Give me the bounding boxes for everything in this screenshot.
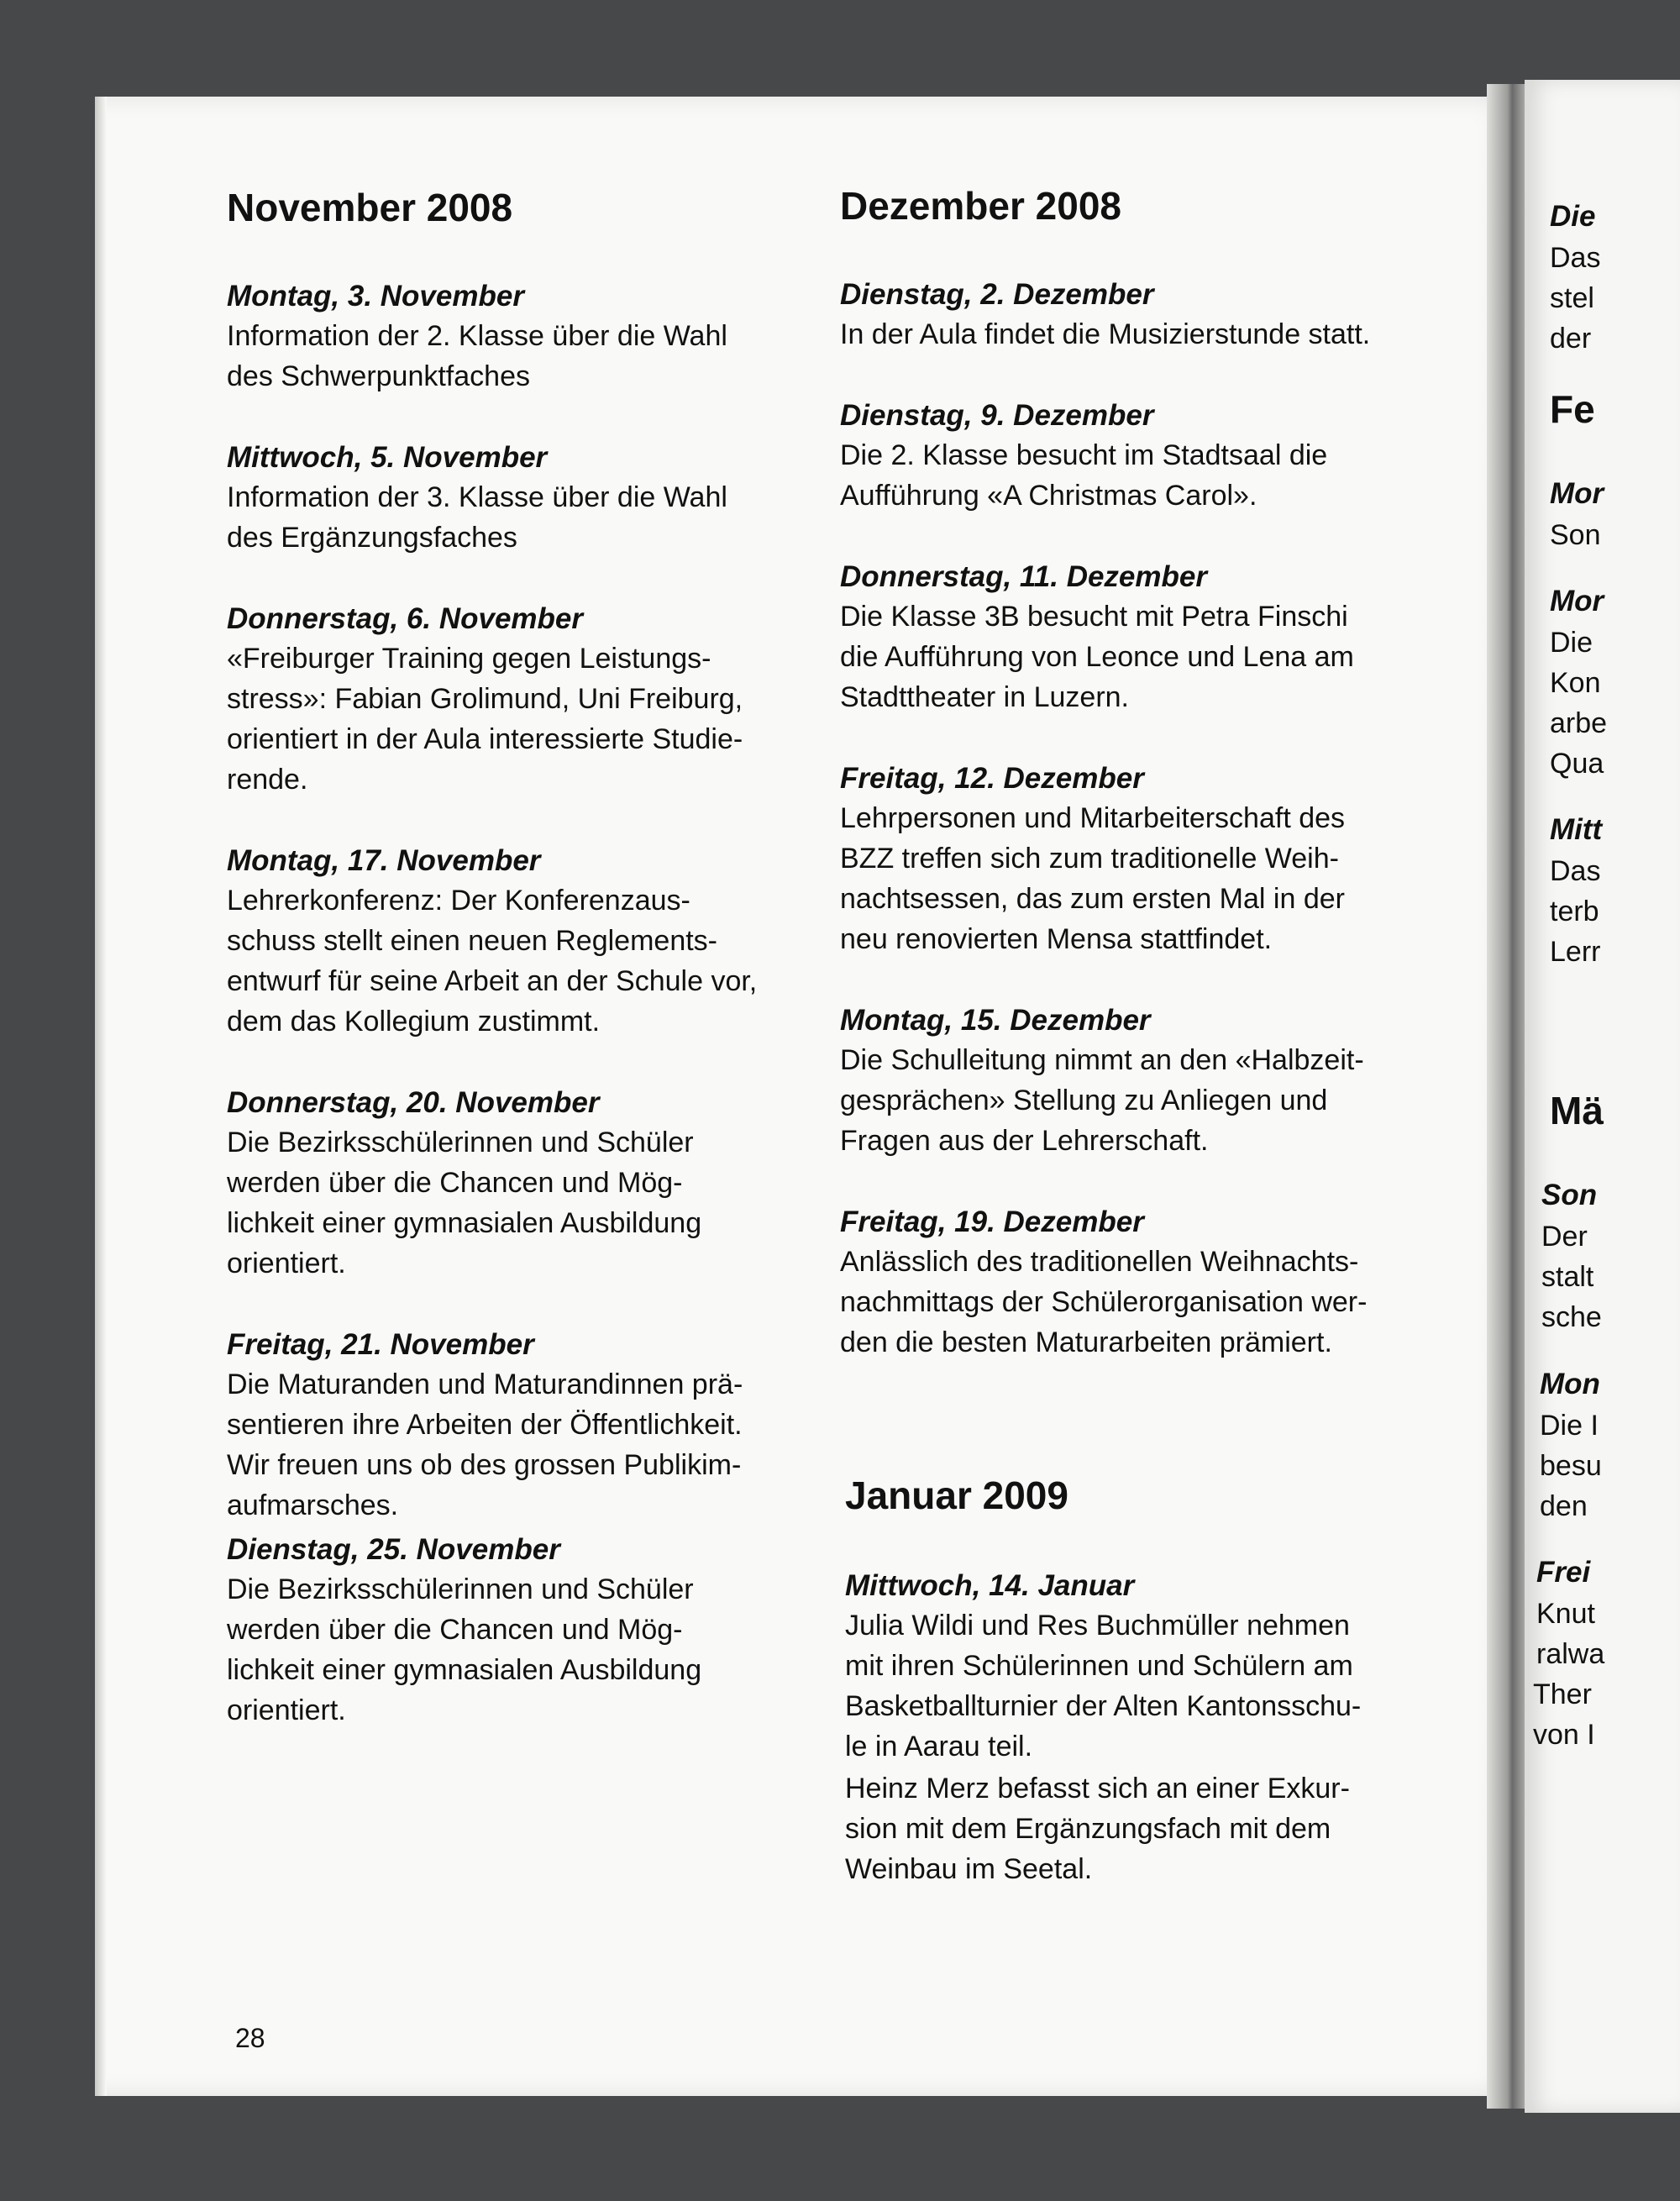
calendar-entry	[227, 600, 781, 800]
calendar-entry	[840, 1203, 1420, 1363]
right-page-fragment: Mä	[1550, 1089, 1604, 1132]
column-december	[840, 184, 1420, 1358]
column-november	[227, 186, 781, 1726]
entry-date: Donnerstag, 11. Dezember	[840, 560, 1207, 593]
right-page	[1525, 80, 1680, 2113]
calendar-entry	[227, 1531, 781, 1731]
right-page-fragment: sche	[1541, 1301, 1602, 1333]
right-page-fragment: Mitt	[1550, 813, 1603, 846]
right-page-fragment: Frei	[1536, 1556, 1591, 1589]
entry-date: Donnerstag, 6. November	[227, 602, 583, 635]
right-page-fragment: arbe	[1550, 707, 1608, 739]
entry-date: Dienstag, 2. Dezember	[840, 278, 1154, 311]
right-page-fragment: Son	[1550, 519, 1601, 551]
right-page-fragment: Ther	[1533, 1678, 1592, 1710]
entry-date: Montag, 17. November	[227, 844, 541, 877]
right-page-fragment: stel	[1550, 282, 1594, 314]
entry-text: Julia Wildi und Res Buchmüller nehmen mit ihren Schülerinnen und Schülern am Basketballturnier der Alten Kantonsschu- le in Aarau teil.	[845, 1609, 1362, 1762]
entry-text: Die Schulleitung nimmt an den «Halbzeit- gesprächen» Stellung zu Anliegen und Fragen aus der Lehrerschaft.	[840, 1043, 1364, 1157]
entry-text: Die Bezirksschülerinnen und Schüler werden über die Chancen und Mög- lichkeit einer gymnasialen Ausbildung orientiert.	[227, 1126, 702, 1279]
column-january	[845, 1473, 1425, 1885]
entry-text: Die 2. Klasse besucht im Stadtsaal die Aufführung «A Christmas Carol».	[840, 439, 1328, 512]
right-page-fragment: stalt	[1541, 1261, 1594, 1293]
entry-date: Dienstag, 9. Dezember	[840, 399, 1154, 432]
entry-date: Mittwoch, 14. Januar	[845, 1569, 1135, 1602]
right-page-fragment: Son	[1541, 1179, 1598, 1211]
right-page-fragment: Mor	[1550, 585, 1604, 617]
entry-date: Dienstag, 25. November	[227, 1533, 560, 1566]
calendar-entry	[840, 558, 1420, 717]
calendar-entry	[840, 276, 1420, 355]
month-heading: Dezember 2008	[840, 184, 1121, 228]
month-heading: Januar 2009	[845, 1473, 1068, 1517]
calendar-entry	[227, 1326, 781, 1526]
page-number: 28	[235, 2023, 265, 2053]
right-page-fragment: Die I	[1540, 1410, 1599, 1442]
right-page-fragment: Lerr	[1550, 936, 1601, 968]
right-page-fragment: Kon	[1550, 667, 1601, 699]
entry-text: Information der 3. Klasse über die Wahl des Ergänzungsfaches	[227, 481, 727, 554]
right-page-fragment: der	[1550, 323, 1592, 355]
right-page-fragment: von I	[1533, 1719, 1595, 1751]
entry-text: «Freiburger Training gegen Leistungs- stress»: Fabian Grolimund, Uni Freiburg, orientiert in der Aula interessierte Studie- rende.	[227, 642, 743, 796]
right-page-fragment: Qua	[1550, 748, 1604, 780]
entry-text: Die Klasse 3B besucht mit Petra Finschi die Aufführung von Leonce und Lena am Stadttheater in Luzern.	[840, 600, 1354, 713]
right-page-fragment: Der	[1541, 1221, 1588, 1253]
right-page-fragment: ralwa	[1536, 1638, 1605, 1670]
calendar-entry	[840, 1001, 1420, 1161]
entry-text: Die Maturanden und Maturandinnen prä- sentieren ihre Arbeiten der Öffentlichkeit. Wir freuen uns ob des grossen Publikim- aufmarsches.	[227, 1368, 743, 1521]
right-page-fragment: Das	[1550, 855, 1601, 887]
entry-date: Freitag, 12. Dezember	[840, 762, 1144, 795]
right-page-fragment: Mor	[1550, 477, 1604, 510]
entry-date: Donnerstag, 20. November	[227, 1086, 600, 1119]
right-page-fragment: den	[1540, 1490, 1588, 1522]
calendar-entry	[227, 1084, 781, 1284]
calendar-entry	[845, 1768, 1425, 1889]
entry-date: Montag, 15. Dezember	[840, 1004, 1151, 1037]
entry-text: Information der 2. Klasse über die Wahl des Schwerpunktfaches	[227, 319, 727, 392]
right-page-fragment: Fe	[1550, 387, 1595, 431]
entry-text: Heinz Merz befasst sich an einer Exkur- sion mit dem Ergänzungsfach mit dem Weinbau im Seetal.	[845, 1773, 1350, 1885]
right-page-fragment: Die	[1550, 200, 1596, 233]
entry-text: Lehrpersonen und Mitarbeiterschaft des BZZ treffen sich zum traditionelle Weih- nachtsessen, das zum ersten Mal in der neu renovierten Mensa stattfindet.	[840, 801, 1346, 955]
entry-text: Lehrerkonferenz: Der Konferenzaus- schuss stellt einen neuen Reglements- entwurf für seine Arbeit an der Schule vor, dem das Kollegium zustimmt.	[227, 884, 758, 1037]
entry-date: Freitag, 21. November	[227, 1328, 534, 1361]
right-page-fragment: Die	[1550, 627, 1593, 659]
right-page-fragment: Das	[1550, 242, 1601, 274]
calendar-entry	[227, 277, 781, 397]
right-page-fragment: Knut	[1536, 1598, 1595, 1630]
entry-date: Freitag, 19. Dezember	[840, 1206, 1144, 1238]
calendar-entry	[227, 842, 781, 1042]
entry-text: Die Bezirksschülerinnen und Schüler werden über die Chancen und Mög- lichkeit einer gymnasialen Ausbildung orientiert.	[227, 1573, 702, 1726]
right-page-fragment: besu	[1540, 1450, 1602, 1482]
calendar-entry	[840, 397, 1420, 516]
entry-text: In der Aula findet die Musizierstunde statt.	[840, 318, 1371, 350]
entry-date: Montag, 3. November	[227, 280, 524, 313]
right-page-fragment: terb	[1550, 896, 1599, 927]
calendar-entry	[840, 759, 1420, 959]
calendar-entry	[845, 1567, 1425, 1767]
entry-text: Anlässlich des traditionellen Weihnachts- nachmittags der Schülerorganisation wer- den die besten Maturarbeiten prämiert.	[840, 1245, 1368, 1358]
calendar-entry	[227, 439, 781, 558]
entry-date: Mittwoch, 5. November	[227, 441, 548, 474]
right-page-fragment: Mon	[1540, 1368, 1600, 1400]
month-heading: November 2008	[227, 186, 513, 229]
